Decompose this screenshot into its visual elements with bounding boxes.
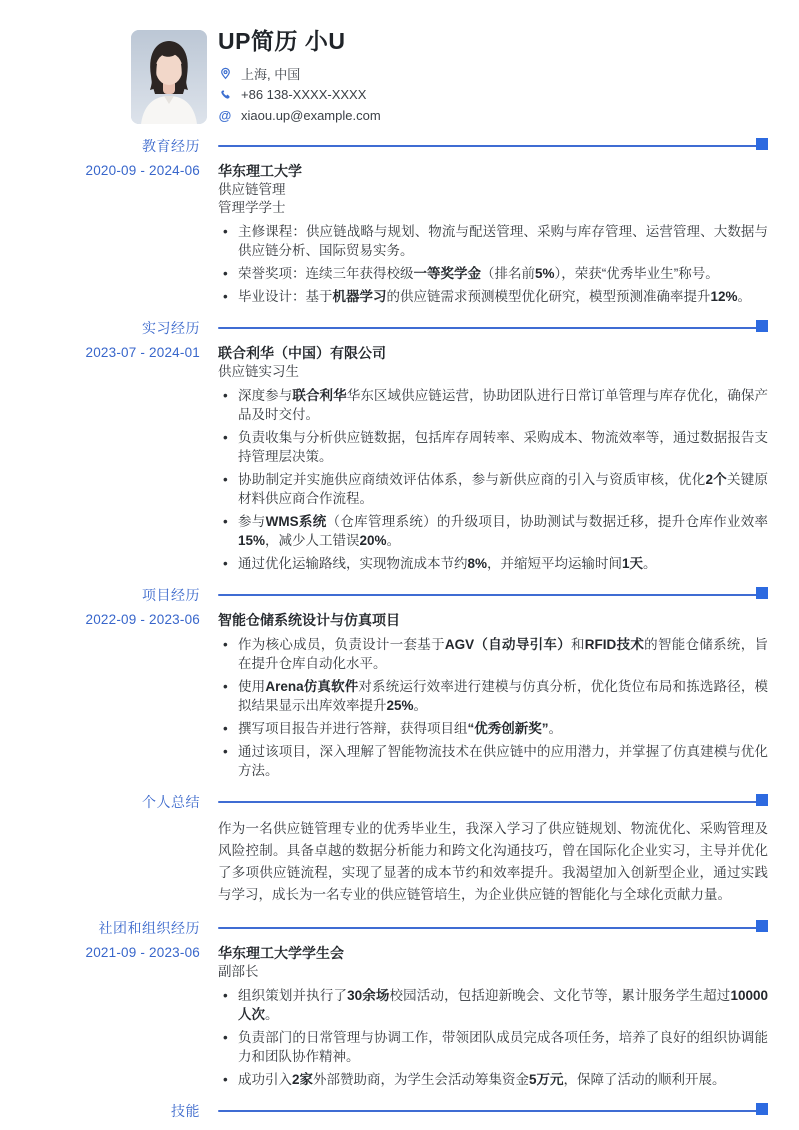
bullet-marker: • bbox=[223, 1072, 228, 1087]
resume-header bbox=[0, 0, 799, 124]
bullet-marker: • bbox=[223, 721, 228, 736]
bullet-item bbox=[218, 386, 768, 424]
bullet-text: 负责部门的日常管理与协调工作，带领团队成员完成各项任务，培养了良好的组织协调能力和团队协作精神。 bbox=[238, 1030, 768, 1064]
bullet-item bbox=[218, 222, 768, 260]
bullet-item bbox=[218, 719, 768, 738]
bullet-marker: • bbox=[223, 1030, 228, 1045]
section-rule-square bbox=[756, 587, 768, 599]
bullet-marker: • bbox=[223, 514, 228, 529]
bullet-marker: • bbox=[223, 266, 228, 281]
bullet-text: 通过优化运输路线，实现物流成本节约8%，并缩短平均运输时间1天。 bbox=[238, 556, 657, 571]
section-rule-line bbox=[218, 145, 762, 147]
bullet-item bbox=[218, 1028, 768, 1066]
bullet-marker: • bbox=[223, 988, 228, 1003]
bullet-marker: • bbox=[223, 224, 228, 239]
profile-photo-illustration bbox=[131, 30, 207, 124]
bullet-item bbox=[218, 470, 768, 508]
entry-bullet-list bbox=[218, 986, 768, 1089]
entry-date: 2023-07 - 2024-01 bbox=[85, 345, 200, 360]
section-rule-line bbox=[218, 801, 762, 803]
bullet-text: 成功引入2家外部赞助商，为学生会活动筹集资金5万元，保障了活动的顺利开展。 bbox=[238, 1072, 726, 1087]
contact-location bbox=[218, 63, 768, 84]
email-at-icon: @ bbox=[218, 108, 232, 123]
bullet-text: 毕业设计：基于机器学习的供应链需求预测模型优化研究，模型预测准确率提升12%。 bbox=[238, 289, 752, 304]
entry-subtitle: 管理学学士 bbox=[218, 200, 286, 215]
section-summary bbox=[0, 792, 768, 906]
entry-bullet-list bbox=[218, 222, 768, 306]
summary-paragraph: 作为一名供应链管理专业的优秀毕业生，我深入学习了供应链规划、物流优化、采购管理及风险控制。具备卓越的数据分析能力和跨文化沟通技巧，曾在国际化企业实习，主导并优化了多项供应链流程，实现了显著的成本节约和效率提升。我渴望加入创新型企业，通过实践与学习，成长为一名专业的供应链管培生，为企业供应链的智能化与全球化贡献力量。 bbox=[218, 821, 768, 902]
bullet-item bbox=[218, 287, 768, 306]
section-education bbox=[0, 136, 768, 306]
contact-email-text: xiaou.up@example.com bbox=[241, 108, 381, 123]
bullet-item bbox=[218, 1070, 768, 1089]
section-label-organizations: 社团和组织经历 bbox=[98, 920, 200, 936]
candidate-name: UP简历 小U bbox=[218, 28, 346, 54]
bullet-text: 深度参与联合利华华东区域供应链运营，协助团队进行日常订单管理与库存优化，确保产品及时交付。 bbox=[238, 388, 769, 422]
bullet-text: 主修课程：供应链战略与规划、物流与配送管理、采购与库存管理、运营管理、大数据与供应链分析、国际贸易实务。 bbox=[238, 224, 768, 258]
contact-phone bbox=[218, 84, 768, 105]
resume-sections bbox=[0, 136, 768, 1121]
entry-row bbox=[0, 610, 768, 780]
bullet-text: 使用Arena仿真软件对系统运行效率进行建模与仿真分析，优化货位布局和拣选路径，模拟结果显示出库效率提升25%。 bbox=[238, 679, 769, 713]
entry-date: 2020-09 - 2024-06 bbox=[85, 163, 200, 178]
bullet-marker: • bbox=[223, 744, 228, 759]
section-header-organizations bbox=[0, 918, 768, 938]
entry-subtitle: 供应链管理 bbox=[218, 182, 286, 197]
section-rule-education bbox=[218, 136, 768, 156]
section-projects bbox=[0, 585, 768, 780]
section-header-education bbox=[0, 136, 768, 156]
section-rule-square bbox=[756, 320, 768, 332]
section-rule-square bbox=[756, 920, 768, 932]
section-header-summary bbox=[0, 792, 768, 812]
contact-email bbox=[218, 105, 768, 126]
bullet-item bbox=[218, 428, 768, 466]
section-label-summary: 个人总结 bbox=[142, 794, 200, 810]
bullet-item bbox=[218, 986, 768, 1024]
entry-date: 2021-09 - 2023-06 bbox=[85, 945, 200, 960]
section-label-skills: 技能 bbox=[171, 1103, 200, 1119]
bullet-marker: • bbox=[223, 472, 228, 487]
section-rule-internship bbox=[218, 318, 768, 338]
section-rule-organizations bbox=[218, 918, 768, 938]
contact-location-text: 上海, 中国 bbox=[241, 67, 301, 82]
bullet-text: 协助制定并实施供应商绩效评估体系，参与新供应商的引入与资质审核，优化2个关键原材料供应商合作流程。 bbox=[238, 472, 769, 506]
section-skills bbox=[0, 1101, 768, 1121]
bullet-text: 参与WMS系统（仓库管理系统）的升级项目，协助测试与数据迁移，提升仓库作业效率15%，减少人工错误20%。 bbox=[238, 514, 769, 548]
bullet-text: 荣誉奖项：连续三年获得校级一等奖学金（排名前5%），荣获“优秀毕业生”称号。 bbox=[238, 266, 719, 281]
entry-title: 华东理工大学学生会 bbox=[218, 945, 344, 961]
contact-phone-text: +86 138-XXXX-XXXX bbox=[241, 87, 367, 102]
section-rule-line bbox=[218, 927, 762, 929]
entry-subtitle: 副部长 bbox=[218, 964, 259, 979]
bullet-marker: • bbox=[223, 430, 228, 445]
section-rule-line bbox=[218, 1110, 762, 1112]
entry-row bbox=[0, 343, 768, 573]
bullet-marker: • bbox=[223, 289, 228, 304]
phone-icon bbox=[218, 88, 232, 102]
bullet-item bbox=[218, 635, 768, 673]
entry-date: 2022-09 - 2023-06 bbox=[85, 612, 200, 627]
bullet-marker: • bbox=[223, 679, 228, 694]
entry-row bbox=[0, 943, 768, 1089]
section-rule-skills bbox=[218, 1101, 768, 1121]
section-internship bbox=[0, 318, 768, 573]
bullet-item bbox=[218, 742, 768, 780]
bullet-item bbox=[218, 264, 768, 283]
section-rule-square bbox=[756, 138, 768, 150]
section-header-internship bbox=[0, 318, 768, 338]
bullet-text: 撰写项目报告并进行答辩，获得项目组“优秀创新奖”。 bbox=[238, 721, 562, 736]
bullet-item bbox=[218, 512, 768, 550]
profile-photo bbox=[131, 30, 207, 124]
section-rule-projects bbox=[218, 585, 768, 605]
entry-bullet-list bbox=[218, 635, 768, 780]
bullet-marker: • bbox=[223, 637, 228, 652]
bullet-text: 负责收集与分析供应链数据，包括库存周转率、采购成本、物流效率等，通过数据报告支持管理层决策。 bbox=[238, 430, 768, 464]
bullet-text: 通过该项目，深入理解了智能物流技术在供应链中的应用潜力，并掌握了仿真建模与优化方法。 bbox=[238, 744, 768, 778]
bullet-item bbox=[218, 554, 768, 573]
bullet-text: 作为核心成员，负责设计一套基于AGV（自动导引车）和RFID技术的智能仓储系统，旨在提升仓库自动化水平。 bbox=[238, 637, 768, 671]
section-header-projects bbox=[0, 585, 768, 605]
section-organizations bbox=[0, 918, 768, 1089]
summary-row bbox=[0, 812, 768, 906]
section-rule-line bbox=[218, 594, 762, 596]
entry-bullet-list bbox=[218, 386, 768, 573]
bullet-text: 组织策划并执行了30余场校园活动，包括迎新晚会、文化节等，累计服务学生超过10000人次。 bbox=[238, 988, 768, 1022]
bullet-marker: • bbox=[223, 556, 228, 571]
section-rule-line bbox=[218, 327, 762, 329]
section-header-skills bbox=[0, 1101, 768, 1121]
bullet-marker: • bbox=[223, 388, 228, 403]
section-rule-square bbox=[756, 1103, 768, 1115]
section-label-projects: 项目经历 bbox=[142, 587, 200, 603]
contact-list bbox=[218, 63, 768, 126]
entry-title: 华东理工大学 bbox=[218, 163, 302, 179]
entry-subtitle: 供应链实习生 bbox=[218, 364, 299, 379]
location-icon bbox=[218, 67, 232, 81]
section-label-internship: 实习经历 bbox=[142, 320, 200, 336]
entry-row bbox=[0, 161, 768, 306]
bullet-item bbox=[218, 677, 768, 715]
entry-title: 智能仓储系统设计与仿真项目 bbox=[218, 612, 400, 628]
section-rule-summary bbox=[218, 792, 768, 812]
entry-title: 联合利华（中国）有限公司 bbox=[218, 345, 386, 361]
section-label-education: 教育经历 bbox=[142, 138, 200, 154]
section-rule-square bbox=[756, 794, 768, 806]
